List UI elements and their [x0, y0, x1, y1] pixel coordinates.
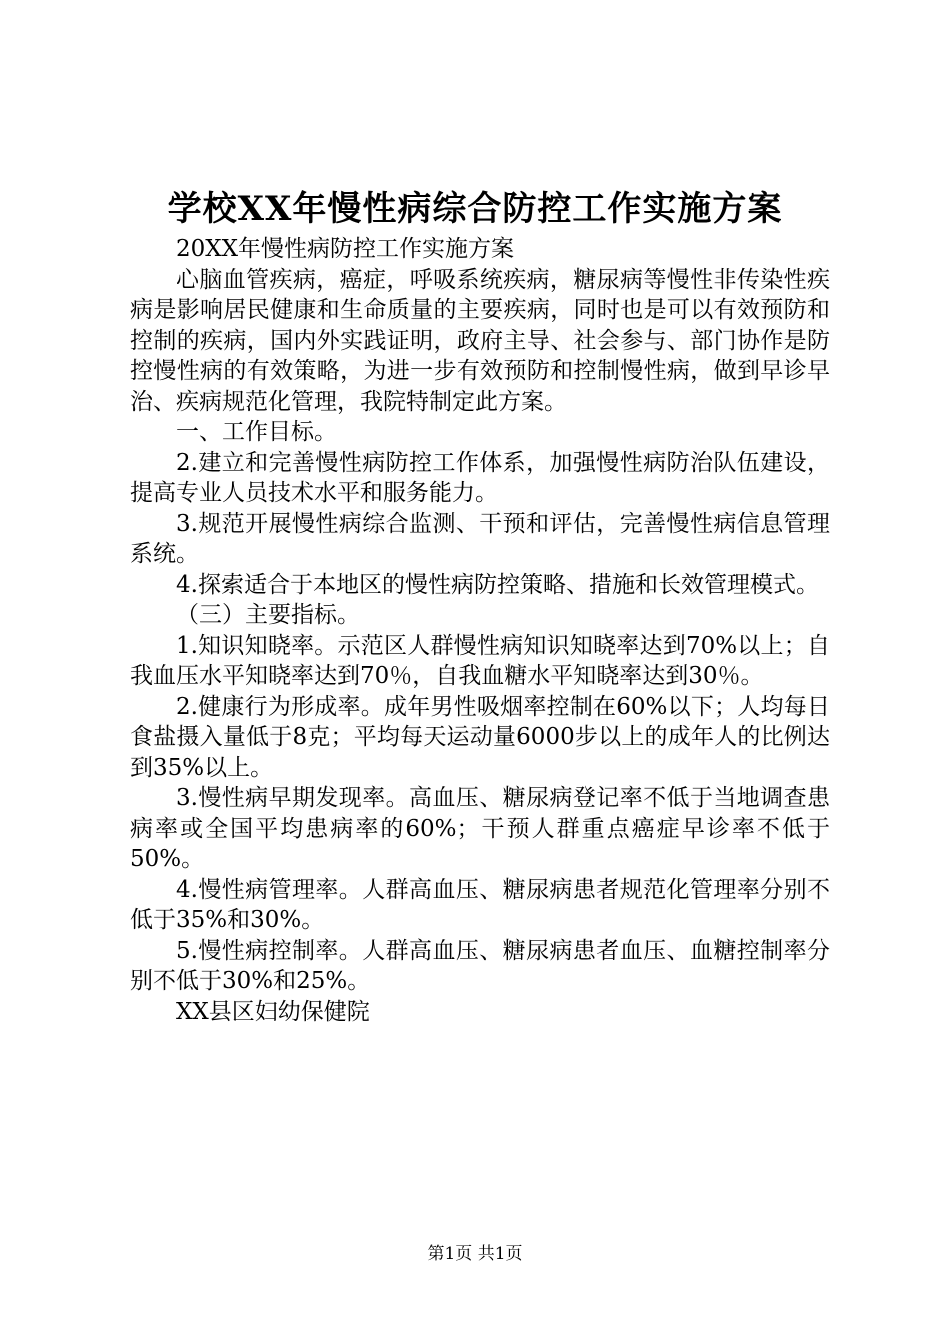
signature-organization: XX县区妇幼保健院: [176, 998, 370, 1025]
indicator-item-4: 4.慢性病管理率。人群高血压、糖尿病患者规范化管理率分别不低于35%和30%。: [130, 876, 830, 933]
document-title: 学校XX年慢性病综合防控工作实施方案: [167, 189, 783, 229]
section-heading-main-indicators: （三）主要指标。: [176, 602, 360, 628]
goal-item-2: 2.建立和完善慢性病防控工作体系，加强慢性病防治队伍建设，提高专业人员技术水平和服务能力。: [130, 449, 830, 506]
indicator-item-5: 5.慢性病控制率。人群高血压、糖尿病患者血压、血糖控制率分别不低于30%和25%。: [130, 937, 830, 994]
goal-item-4: 4.探索适合于本地区的慢性病防控策略、措施和长效管理模式。: [176, 571, 819, 598]
section-heading-work-goals: 一、工作目标。: [176, 419, 337, 445]
indicator-item-3: 3.慢性病早期发现率。高血压、糖尿病登记率不低于当地调查患病率或全国平均患病率的60%；干预人群重点癌症早诊率不低于50%。: [130, 785, 830, 872]
document-body: [130, 234, 830, 1027]
subtitle-paragraph: 20XX年慢性病防控工作实施方案: [176, 236, 515, 262]
indicator-item-2: 2.健康行为形成率。成年男性吸烟率控制在60%以下；人均每日食盐摄入量低于8克；平均每天运动量6000步以上的成年人的比例达到35%以上。: [130, 693, 830, 781]
goal-item-3: 3.规范开展慢性病综合监测、干预和评估，完善慢性病信息管理系统。: [130, 510, 830, 567]
page-footer: 第1页 共1页: [427, 1244, 523, 1264]
indicator-item-1: 1.知识知晓率。示范区人群慢性病知识知晓率达到70%以上；自我血压水平知晓率达到70％，自我血糖水平知晓率达到30％。: [130, 632, 830, 689]
intro-paragraph: 心脑血管疾病，癌症，呼吸系统疾病，糖尿病等慢性非传染性疾病是影响居民健康和生命质量的主要疾病，同时也是可以有效预防和控制的疾病，国内外实践证明，政府主导、社会参与、部门协作是防控慢性病的有效策略，为进一步有效预防和控制慢性病，做到早诊早治、疾病规范化管理，我院特制定此方案。: [130, 266, 830, 415]
